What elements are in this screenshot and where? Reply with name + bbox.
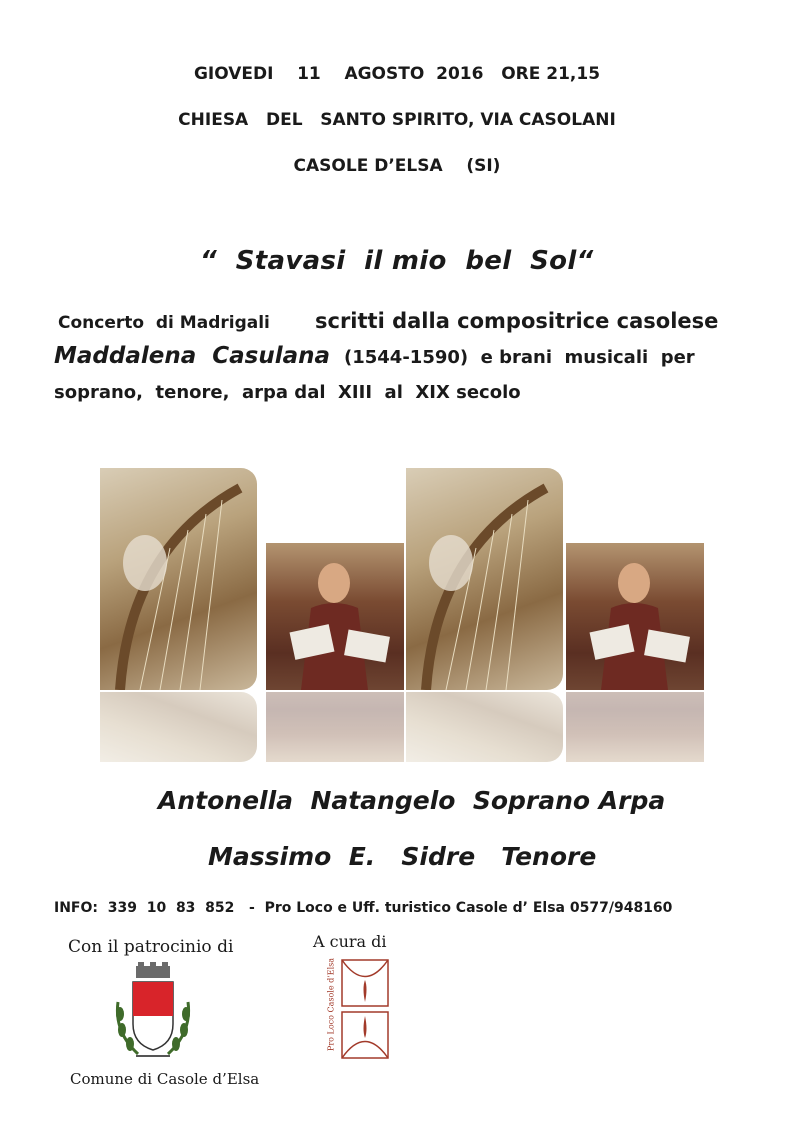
comune-label: Comune di Casole d’Elsa xyxy=(70,1070,260,1088)
event-city: CASOLE D’ELSA (SI) xyxy=(293,156,501,176)
proloco-label-container xyxy=(324,955,338,1059)
comune-coat-of-arms xyxy=(108,962,198,1066)
singer-photo-reflection xyxy=(266,692,404,762)
concert-title: “ Stavasi il mio bel Sol“ xyxy=(200,246,594,276)
curated-by-label: A cura di xyxy=(313,932,387,951)
proloco-logo-icon xyxy=(340,958,390,1060)
info-line: INFO: 339 10 83 852 - Pro Loco e Uff. turistico Casole d’ Elsa 0577/948160 xyxy=(54,900,673,916)
proloco-logo xyxy=(340,958,390,1060)
description-line2: (1544-1590) e brani musicali per xyxy=(344,347,695,368)
coat-of-arms-icon xyxy=(108,962,198,1066)
harp-photo xyxy=(100,468,257,690)
harp-photo-2 xyxy=(406,468,563,690)
patronage-label: Con il patrocinio di xyxy=(68,937,234,957)
harp-photo-reflection xyxy=(100,692,257,762)
description-line1a: Concerto di Madrigali xyxy=(58,313,270,333)
singer-photo-2 xyxy=(566,543,704,690)
description-line3: soprano, tenore, arpa dal XIII al XIX secolo xyxy=(54,382,521,403)
performer-tenor: Massimo E. Sidre Tenore xyxy=(208,842,597,871)
performer-soprano: Antonella Natangelo Soprano Arpa xyxy=(158,786,666,815)
harp-illustration xyxy=(100,468,257,690)
event-date: GIOVEDI 11 AGOSTO 2016 ORE 21,15 xyxy=(193,64,601,84)
singer-illustration-2 xyxy=(566,543,704,690)
event-venue: CHIESA DEL SANTO SPIRITO, VIA CASOLANI xyxy=(178,110,616,130)
composer-name: Maddalena Casulana xyxy=(54,343,331,369)
singer-illustration xyxy=(266,543,404,690)
harp-illustration-2 xyxy=(406,468,563,690)
singer-photo-2-reflection xyxy=(566,692,704,762)
proloco-label: Pro Loco Casole d’Elsa xyxy=(326,957,336,1052)
singer-photo xyxy=(266,543,404,690)
harp-photo-2-reflection xyxy=(406,692,563,762)
description-line1b: scritti dalla compositrice casolese xyxy=(315,309,719,333)
